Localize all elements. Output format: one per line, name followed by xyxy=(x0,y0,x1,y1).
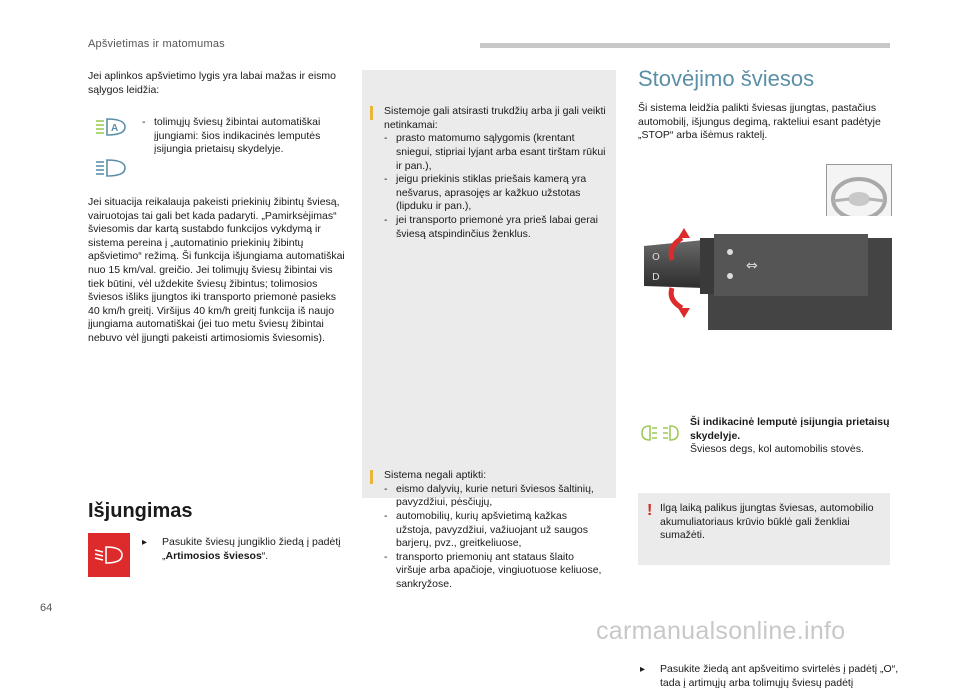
section-title-parking: Stovėjimo šviesos xyxy=(638,66,815,91)
note1-intro: Sistemoje gali atsirasti trukdžių arba ji gali veikti netinkamai: xyxy=(384,105,606,131)
off-step-end: “. xyxy=(261,549,269,562)
warning-panel xyxy=(638,493,890,565)
running-header: Apšvietimas ir matomumas xyxy=(88,38,225,50)
warning-text: Ilgą laiką palikus įjungtas šviesas, automobilio akumuliatoriaus krūvio būklė gali ženkliai sumažėti. xyxy=(660,502,874,542)
indicator-title: Ši indikacinė lemputė įsijungia prietaisų skydelyje. xyxy=(690,416,890,442)
light-stalk-illustration xyxy=(638,216,892,330)
col1-intro: Jei aplinkos apšvietimo lygis yra labai mažas ir eismo sąlygos leidžia: xyxy=(88,70,337,96)
note-marker-icon xyxy=(370,106,373,120)
note-marker-icon xyxy=(370,470,373,484)
svg-text:⇔: ⇔ xyxy=(746,258,758,274)
header-rule xyxy=(480,43,890,48)
arrow-bullet-icon: ▸ xyxy=(640,664,646,676)
icon-item-text: - tolimųjų šviesų žibintai automatiškai įjungiami: šios indikacinės lemputės įsijungia prietaisų skydelyje. xyxy=(142,116,332,157)
parking-indicator-icon-box xyxy=(640,422,680,444)
auto-high-beam-icon xyxy=(94,116,130,138)
svg-text:D: D xyxy=(652,272,660,283)
note2-item: - automobilių, kurių apšvietimą kažkas užstoja, pavyzdžiui, važiuojant už saugos barjerų, pvz., greitkeliuose, xyxy=(384,510,606,551)
note2-intro: Sistema negali aptikti: xyxy=(384,469,487,482)
warning-icon: ! xyxy=(647,502,653,519)
note1-item: - prasto matomumo sąlygomis (krentant sniegui, stipriai lyjant arba esant tirštam rūkui ir pan.), xyxy=(384,132,606,173)
off-step xyxy=(140,536,350,563)
indicator-text: Šviesos degs, kol automobilis stovės. xyxy=(690,443,864,456)
icon-item-block xyxy=(94,116,354,184)
parking-lights-icon xyxy=(640,422,680,444)
watermark: carmanualsonline.info xyxy=(596,617,846,645)
note1-item: - jeigu priekinis stiklas priešais kamerą yra nešvarus, aprasojęs ar kažkuo užstotas (lipduku ir pan.), xyxy=(384,173,606,214)
light-stalk-icon xyxy=(638,216,892,330)
off-step-text: Pasukite šviesų jungiklio žiedą į padėtį „ xyxy=(162,536,341,562)
parking-step-text: Pasukite žiedą ant apšveitimo svirtelės į padėtį „O“, tada į artimųjų arba tolimųjų šviesų padėtį xyxy=(660,663,899,690)
high-beam-icon xyxy=(94,157,130,179)
arrow-bullet-icon: ▸ xyxy=(142,537,148,548)
low-beam-icon-box xyxy=(88,533,130,577)
col1-paragraph: Jei situacija reikalauja pakeisti priekinių žibintų šviesą, vairuotojas tai gali bet kada padaryti. „Pamirksėjimas“ šviesomis dar kartą sustabdo funkcijos vykdymą ir sistema pereina į „automatinio priekinių žibintų apšvietimo“ režimą. Ši funkcija išjungiama automatiškai nuo 15 km/val. greičio. Jei tolimųjų šviesų žibintai vis tiek būtini, vėl uždekite šviesų žibintus; tolimosios šviesos išliks įjungtos iki transporto priemonė pasieks 40 km/h greitį. Viršijus 40 km/h greitį funkcija iš naujo įjungiama automatiškai (jei tuo metu šviesų žibintai nebuvo vėl įjungti pakeisti artimosiomis šviesomis). xyxy=(88,196,345,344)
note2-item: - transporto priemonių ant stataus šlaito viršuje arba apačioje, vingiuotuose keliuose, sankryžose. xyxy=(384,551,606,592)
svg-text:O: O xyxy=(652,252,660,263)
note-detection xyxy=(362,461,616,599)
note1-item: - jei transporto priemonė yra prieš labai gerai šviesą atspindinčius ženklus. xyxy=(384,214,606,241)
indicator-block xyxy=(690,416,900,457)
page-number: 64 xyxy=(40,602,53,614)
parking-step xyxy=(638,663,900,690)
note-interference xyxy=(362,97,616,249)
note2-item: - eismo dalyvių, kurie neturi šviesos šaltinių, pavyzdžiui, pėsčiųjų, xyxy=(384,483,606,510)
off-step-bold: Artimosios šviesos xyxy=(165,549,262,562)
low-beam-icon xyxy=(93,544,125,566)
svg-text:A: A xyxy=(111,123,119,134)
section-title-off: Išjungimas xyxy=(88,500,193,522)
parking-intro: Ši sistema leidžia palikti šviesas įjungtas, pastačius automobilį, išjungus degimą, rakteliui esant padėtyje „STOP“ arba išėmus raktelį. xyxy=(638,102,881,142)
